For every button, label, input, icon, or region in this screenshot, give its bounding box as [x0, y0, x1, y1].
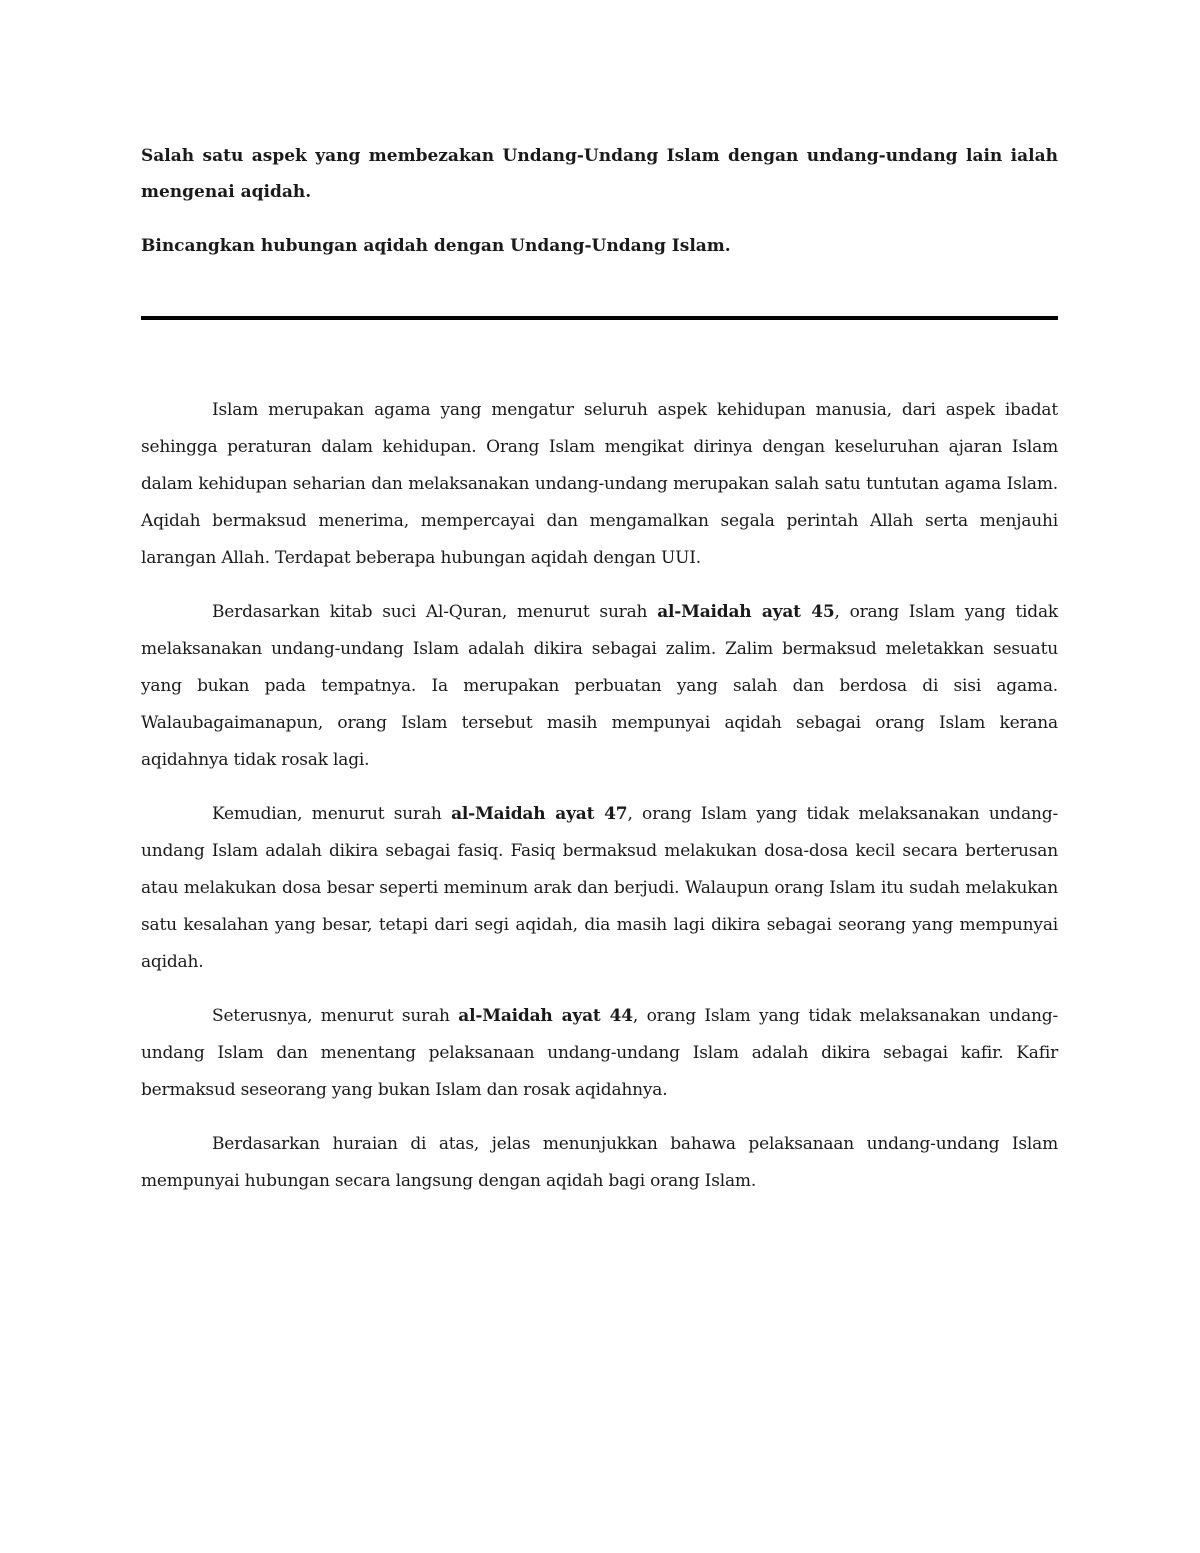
- verse-reference: al-Maidah ayat 45: [657, 602, 835, 622]
- answer-body: [141, 392, 1058, 1217]
- paragraph-text: Kemudian, menurut surah: [212, 804, 452, 824]
- question-instruction: Bincangkan hubungan aqidah dengan Undang-Undang Islam.: [141, 236, 731, 256]
- paragraph-text: Berdasarkan kitab suci Al-Quran, menurut surah: [212, 602, 658, 622]
- verse-reference: al-Maidah ayat 44: [458, 1006, 633, 1026]
- question-block: [141, 138, 1058, 264]
- paragraph-conclusion: Berdasarkan huraian di atas, jelas menunjukkan bahawa pelaksanaan undang-undang Islam mempunyai hubungan secara langsung dengan aqidah bagi orang Islam.: [141, 1134, 1058, 1191]
- horizontal-divider: [141, 316, 1058, 320]
- paragraph-text: , orang Islam yang tidak melaksanakan undang-undang Islam adalah dikira sebagai zalim. Zalim bermaksud meletakkan sesuatu yang bukan pada tempatnya. Ia merupakan perbuatan yang salah dan berdosa di sisi agama. Walaubagaimanapun, orang Islam tersebut masih mempunyai aqidah sebagai orang Islam kerana aqidahnya tidak rosak lagi.: [141, 602, 1059, 770]
- verse-reference: al-Maidah ayat 47: [451, 804, 628, 824]
- paragraph-fasiq: [141, 796, 1058, 981]
- paragraph-zalim: [141, 594, 1058, 779]
- paragraph-text: , orang Islam yang tidak melaksanakan undang-undang Islam dan menentang pelaksanaan undang-undang Islam adalah dikira sebagai kafir. Kafir bermaksud seseorang yang bukan Islam dan rosak aqidahnya.: [141, 1006, 1059, 1100]
- paragraph-introduction: Islam merupakan agama yang mengatur seluruh aspek kehidupan manusia, dari aspek ibadat sehingga peraturan dalam kehidupan. Orang Islam mengikat dirinya dengan keseluruhan ajaran Islam dalam kehidupan seharian dan melaksanakan undang-undang merupakan salah satu tuntutan agama Islam. Aqidah bermaksud menerima, mempercayai dan mengamalkan segala perintah Allah serta menjauhi larangan Allah. Terdapat beberapa hubungan aqidah dengan UUI.: [141, 400, 1058, 568]
- paragraph-kafir: [141, 998, 1058, 1109]
- question-statement: Salah satu aspek yang membezakan Undang-Undang Islam dengan undang-undang lain ialah mengenai aqidah.: [141, 146, 1058, 202]
- paragraph-text: , orang Islam yang tidak melaksanakan undang-undang Islam adalah dikira sebagai fasiq. Fasiq bermaksud melakukan dosa-dosa kecil secara berterusan atau melakukan dosa besar seperti meminum arak dan berjudi. Walaupun orang Islam itu sudah melakukan satu kesalahan yang besar, tetapi dari segi aqidah, dia masih lagi dikira sebagai seorang yang mempunyai aqidah.: [141, 804, 1058, 972]
- paragraph-text: Seterusnya, menurut surah: [212, 1006, 459, 1026]
